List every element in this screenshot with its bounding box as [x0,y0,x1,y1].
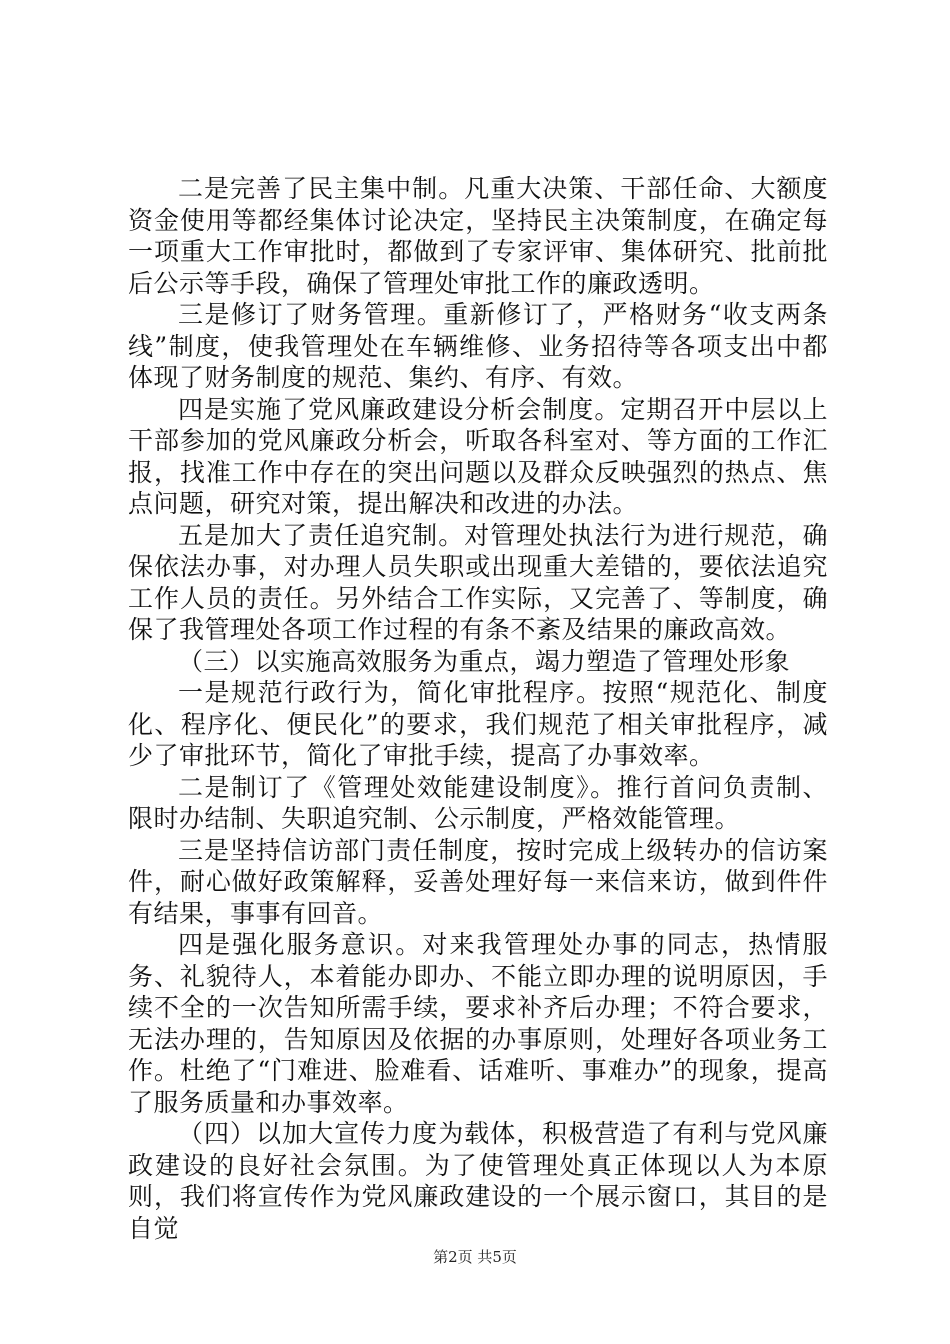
paragraph: 五是加大了责任追究制。对管理处执法行为进行规范，确保依法办事，对办理人员失职或出现重大差错的，要依法追究工作人员的责任。另外结合工作实际，又完善了、等制度，确保了我管理处各项工作过程的有条不紊及结果的廉政高效。 [128,520,828,644]
paragraph: 三是坚持信访部门责任制度，按时完成上级转办的信访案件，耐心做好政策解释，妥善处理好每一来信来访，做到件件有结果，事事有回音。 [128,835,828,928]
page-number-footer: 第2页 共5页 [433,1248,517,1266]
paragraph: 三是修订了财务管理。重新修订了，严格财务“收支两条线”制度，使我管理处在车辆维修、业务招待等各项支出中都体现了财务制度的规范、集约、有序、有效。 [128,300,828,392]
paragraph: 四是实施了党风廉政建设分析会制度。定期召开中层以上干部参加的党风廉政分析会，听取各科室对、等方面的工作汇报，找准工作中存在的突出问题以及群众反映强烈的热点、焦点问题，研究对策，提出解决和改进的办法。 [128,394,828,518]
paragraph: 一是规范行政行为，简化审批程序。按照“规范化、制度化、程序化、便民化”的要求，我们规范了相关审批程序，减少了审批环节，简化了审批手续，提高了办事效率。 [128,678,828,770]
paragraph: 四是强化服务意识。对来我管理处办事的同志，热情服务、礼貌待人，本着能办即办、不能立即办理的说明原因，手续不全的一次告知所需手续，要求补齐后办理；不符合要求，无法办理的，告知原因及依据的办事原则，处理好各项业务工作。杜绝了“门难进、脸难看、话难听、事难办”的现象，提高了服务质量和办事效率。 [128,930,828,1117]
section-heading: （三）以实施高效服务为重点，竭力塑造了管理处形象 [178,646,791,676]
paragraph: 二是制订了《管理处效能建设制度》。推行首问负责制、限时办结制、失职追究制、公示制度，严格效能管理。 [128,772,828,833]
document-body [128,173,828,1244]
paragraph: （四）以加大宣传力度为载体，积极营造了有利与党风廉政建设的良好社会氛围。为了使管理处真正体现以人为本原则，我们将宣传作为党风廉政建设的一个展示窗口，其目的是自觉 [128,1119,828,1243]
paragraph: 二是完善了民主集中制。凡重大决策、干部任命、大额度资金使用等都经集体讨论决定，坚持民主决策制度，在确定每一项重大工作审批时，都做到了专家评审、集体研究、批前批后公示等手段，确保了管理处审批工作的廉政透明。 [128,174,828,298]
